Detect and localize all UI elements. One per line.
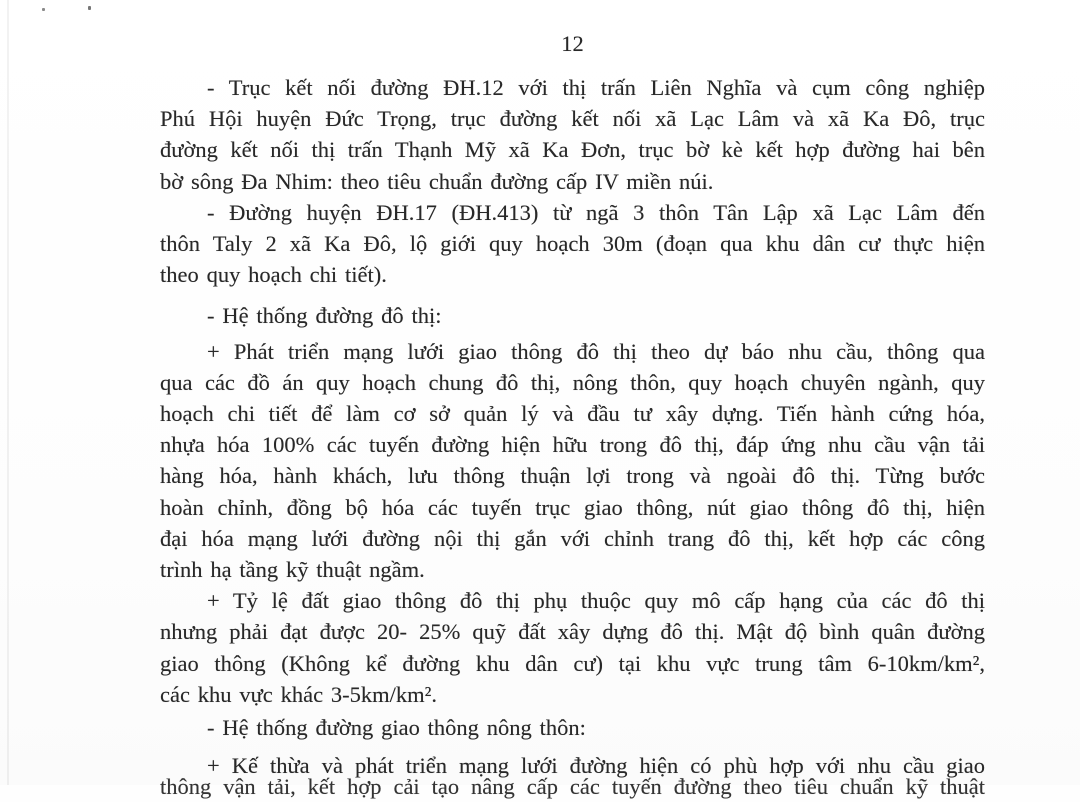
text-line: đại hóa mạng lưới đường nội thị gắn với chỉnh trang đô thị, kết hợp các công <box>160 525 985 551</box>
text-line: - Hệ thống đường giao thông nông thôn: <box>207 715 586 741</box>
text-line: nhưng phải đạt được 20- 25% quỹ đất xây dựng đô thị. Mật độ bình quân đường <box>160 619 985 645</box>
text-line: hoạch chi tiết để làm cơ sở quản lý và đầu tư xây dựng. Tiến hành cứng hóa, <box>160 401 985 427</box>
text-line: + Kế thừa và phát triển mạng lưới đường hiện có phù hợp với nhu cầu giao <box>207 753 985 779</box>
text-line: - Hệ thống đường đô thị: <box>207 303 442 329</box>
text-line: hàng hóa, hành khách, lưu thông thuận lợi trong và ngoài đô thị. Từng bước <box>160 463 985 489</box>
scan-edge-artifact <box>7 0 9 785</box>
para-ty-le-dat-giao-thong <box>160 585 985 710</box>
text-line: + Tỷ lệ đất giao thông đô thị phụ thuộc quy mô cấp hạng của các đô thị <box>207 588 985 614</box>
heading-he-thong-duong-nong-thon <box>160 712 985 743</box>
document-body <box>160 72 985 781</box>
text-line: đường kết nối thị trấn Thạnh Mỹ xã Ka Đơn, trục bờ kè kết hợp đường hai bên <box>160 137 985 163</box>
text-line: theo quy hoạch chi tiết). <box>160 262 387 288</box>
scan-speck <box>88 6 91 10</box>
text-line: Phú Hội huyện Đức Trọng, trục đường kết nối xã Lạc Lâm và xã Ka Đô, trục <box>160 106 985 132</box>
text-line: nhựa hóa 100% các tuyến đường hiện hữu trong đô thị, đáp ứng nhu cầu vận tải <box>160 432 985 458</box>
scan-speck <box>42 8 45 11</box>
page-number: 12 <box>561 31 584 56</box>
text-line: thôn Taly 2 xã Ka Đô, lộ giới quy hoạch 30m (đoạn qua khu dân cư thực hiện <box>160 231 985 257</box>
cutoff-line <box>160 774 985 799</box>
text-line: trình hạ tầng kỹ thuật ngầm. <box>160 557 425 583</box>
para-duong-huyen-dh17 <box>160 197 985 291</box>
para-truc-ket-noi-dh12 <box>160 72 985 197</box>
heading-he-thong-duong-do-thi <box>160 300 985 331</box>
cutoff-line-text: thông vận tải, kết hợp cải tạo nâng cấp các tuyến đường theo tiêu chuẩn kỹ thuật <box>160 774 985 799</box>
text-line: các khu vực khác 3-5km/km². <box>160 681 438 707</box>
text-line: - Đường huyện ĐH.17 (ĐH.413) từ ngã 3 thôn Tân Lập xã Lạc Lâm đến <box>207 199 985 225</box>
text-line: qua các đồ án quy hoạch chung đô thị, nông thôn, quy hoạch chuyên ngành, quy <box>160 369 985 395</box>
text-line: bờ sông Đa Nhim: theo tiêu chuẩn đường cấp IV miền núi. <box>160 168 714 194</box>
text-line: giao thông (Không kể đường khu dân cư) tại khu vực trung tâm 6-10km/km², <box>160 650 985 676</box>
text-line: + Phát triển mạng lưới giao thông đô thị theo dự báo nhu cầu, thông qua <box>207 338 985 364</box>
text-line: hoàn chỉnh, đồng bộ hóa các tuyến trục giao thông, nút giao thông đô thị, hiện <box>160 494 985 520</box>
text-line: - Trục kết nối đường ĐH.12 với thị trấn Liên Nghĩa và cụm công nghiệp <box>207 75 985 100</box>
para-phat-trien-mang-luoi <box>160 336 985 586</box>
